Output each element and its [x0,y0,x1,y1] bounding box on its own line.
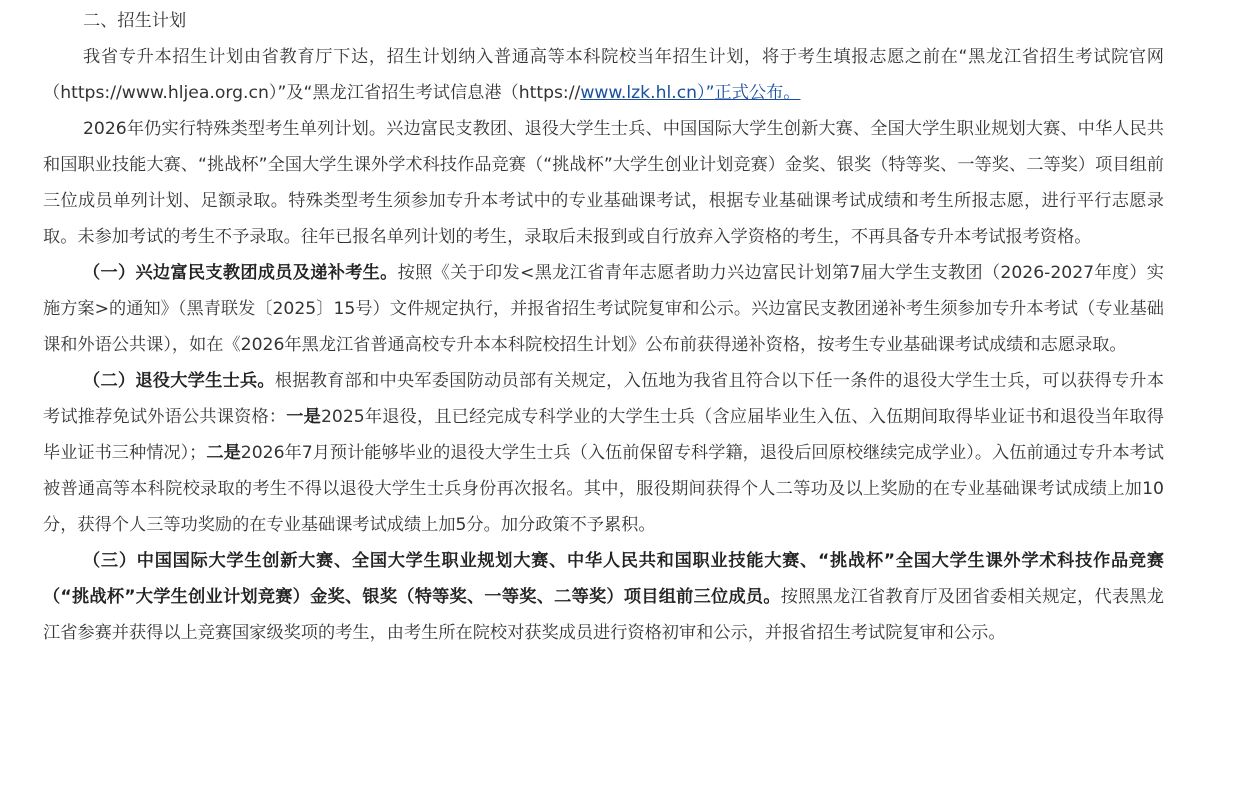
competition-winners-text: 按照黑龙江省教育厅及团省委相关规定，代表黑龙江省参赛并获得以上竞赛国家级奖项的考生，由考生所在院校对获奖成员进行资格初审和公示，并报省招生考试院复审和公示。 [43,587,1164,643]
lzk-website-link[interactable]: www.lzk.hl.cn）”正式公布。 [580,83,801,103]
paragraph-veteran-students [43,363,1164,543]
condition-two-label: 二是 [206,443,241,463]
volunteer-teaching-text: 按照《关于印发<黑龙江省青年志愿者助力兴边富民计划第7届大学生支教团（2026-2027年度）实施方案>的通知》（黑青联发〔2025〕15号）文件规定执行，并报省招生考试院复审和公示。兴边富民支教团递补考生须参加专升本考试（专业基础课和外语公共课），如在《2026年黑龙江省普通高校专升本本科院校招生计划》公布前获得递补资格，按考生专业基础课考试成绩和志愿录取。 [43,263,1164,355]
paragraph-competition-winners [43,543,1164,651]
paragraph-volunteer-teaching [43,255,1164,363]
competition-winners-title: （三）中国国际大学生创新大赛、全国大学生职业规划大赛、中华人民共和国职业技能大赛、“挑战杯”全国大学生课外学术科技作品竞赛（“挑战杯”大学生创业计划竞赛）金奖、银奖（特等奖、一等奖、二等奖）项目组前三位成员。 [43,551,1164,607]
veteran-students-text-b: 2025年退役，且已经完成专科学业的大学生士兵（含应届毕业生入伍、入伍期间取得毕业证书和退役当年取得毕业证书三种情况）； [43,407,1164,463]
veteran-students-text-a: 根据教育部和中央军委国防动员部有关规定，入伍地为我省且符合以下任一条件的退役大学生士兵，可以获得专升本考试推荐免试外语公共课资格： [43,371,1164,427]
veteran-students-title: （二）退役大学生士兵。 [83,371,275,391]
veteran-students-text-c: 2026年7月预计能够毕业的退役大学生士兵（入伍前保留专科学籍，退役后回原校继续完成学业）。入伍前通过专升本考试被普通高等本科院校录取的考生不得以退役大学生士兵身份再次报名。其中，服役期间获得个人二等功及以上奖励的在专业基础课考试成绩上加10分，获得个人三等功奖励的在专业基础课考试成绩上加5分。加分政策不予累积。 [43,443,1164,535]
plan-publication-text: 我省专升本招生计划由省教育厅下达，招生计划纳入普通高等本科院校当年招生计划，将于考生填报志愿之前在“黑龙江省招生考试院官网（https://www.hljea.org.cn）”及“黑龙江省招生考试信息港（https:// [43,47,1164,103]
section-heading: 二、招生计划 [83,11,187,31]
paragraph-special-plan: 2026年仍实行特殊类型考生单列计划。兴边富民支教团、退役大学生士兵、中国国际大学生创新大赛、全国大学生职业规划大赛、中华人民共和国职业技能大赛、“挑战杯”全国大学生课外学术科技作品竞赛（“挑战杯”大学生创业计划竞赛）金奖、银奖（特等奖、一等奖、二等奖）项目组前三位成员单列计划、足额录取。特殊类型考生须参加专升本考试中的专业基础课考试，根据专业基础课考试成绩和考生所报志愿，进行平行志愿录取。未参加考试的考生不予录取。往年已报名单列计划的考生，录取后未报到或自行放弃入学资格的考生，不再具备专升本考试报考资格。 [43,119,1164,247]
condition-one-label: 一是 [286,407,321,427]
paragraph-plan-publication [43,39,1164,111]
volunteer-teaching-title: （一）兴边富民支教团成员及递补考生。 [83,263,398,283]
